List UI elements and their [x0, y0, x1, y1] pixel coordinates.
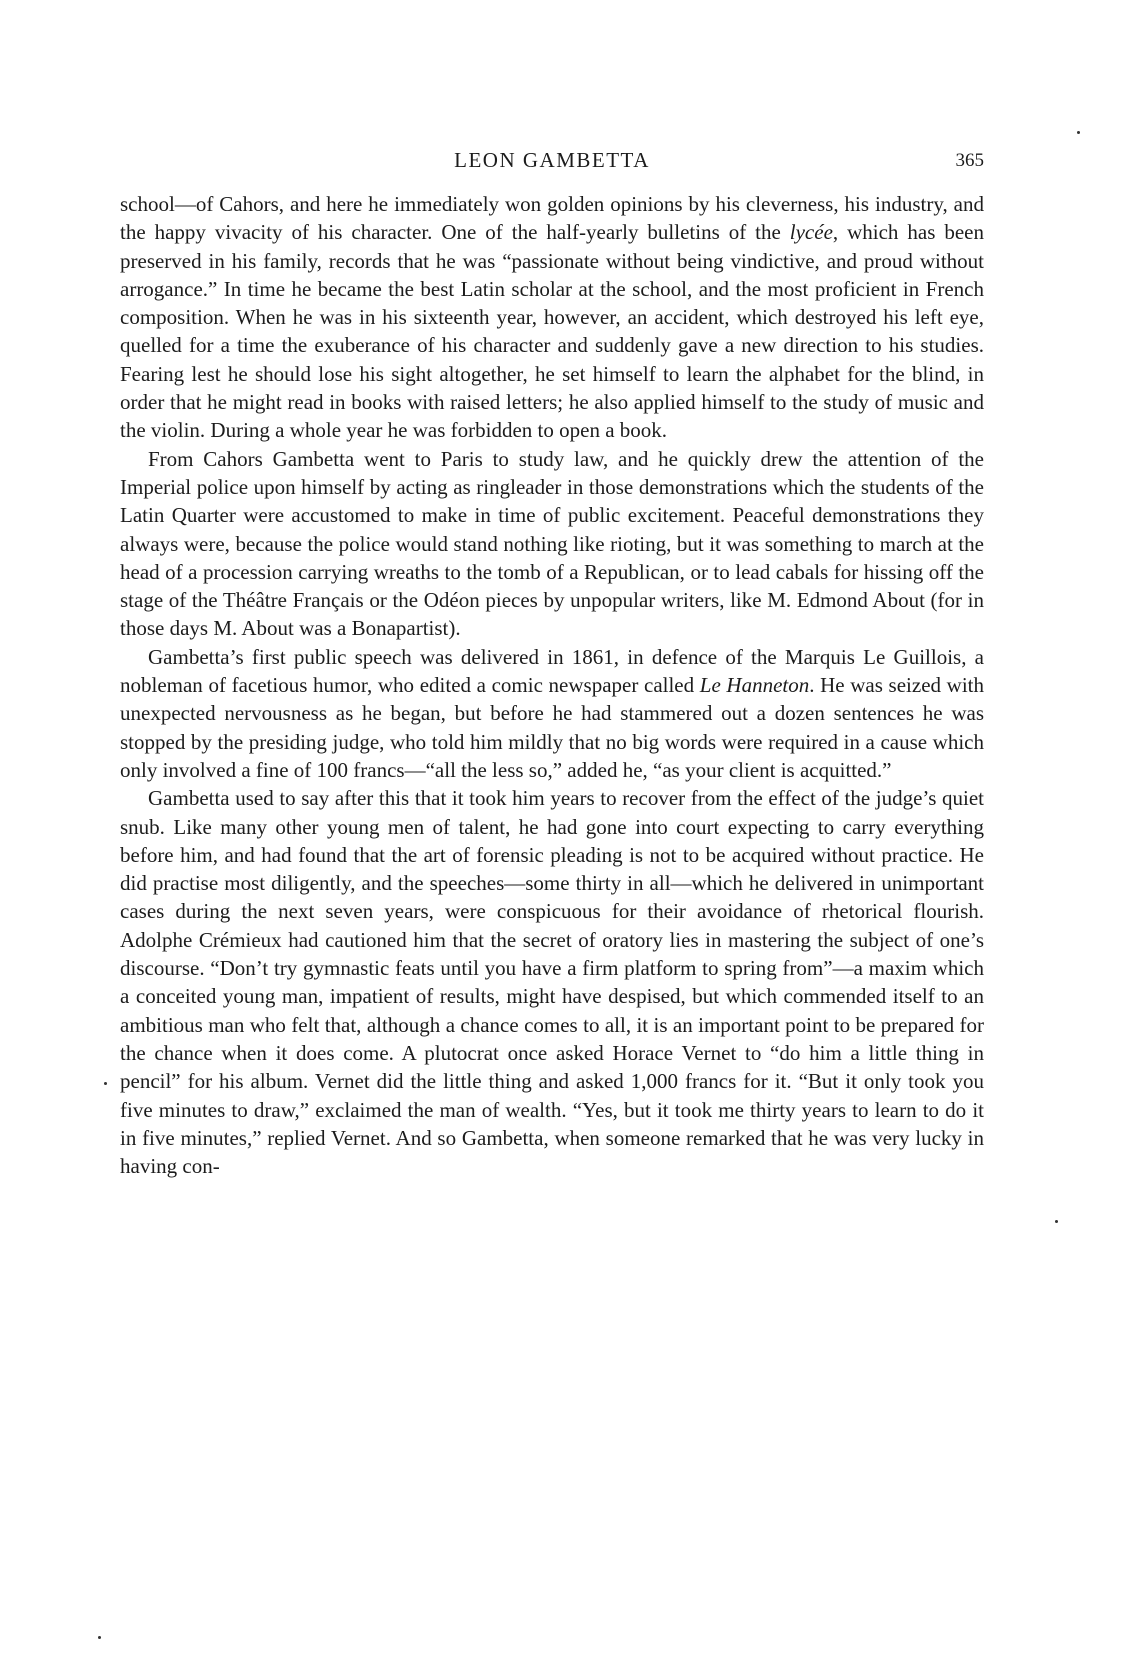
text-run: . He was seized with unexpected nervousness as he began, but before he had stammered out a dozen sentences he was stopped by the presiding judge, who told him mildly that no big words were required in a cause which only involved a fine of 100 francs—“all the less so,” added he, “as your client is acquitted.”: [120, 673, 984, 782]
scan-speck: [1077, 131, 1080, 134]
body-text: [120, 190, 984, 1180]
text-run: school—of Cahors, and here he immediately won golden opinions by his cleverness, his industry, and the happy vivacity of his character. One of the half-yearly bulletins of the: [120, 192, 984, 245]
scan-speck: [98, 1636, 101, 1639]
paragraph-3: [120, 643, 984, 784]
text-run: From Cahors Gambetta went to Paris to study law, and he quickly drew the attention of the Imperial police upon himself by acting as ringleader in those demonstrations which the students of the Latin Quarter were accustomed to make in time of public excitement. Peaceful demonstrations they always were, because the police would stand nothing like rioting, but it was something to march at the head of a procession carrying wreaths to the tomb of a Republican, or to lead cabals for hissing off the stage of the Théâtre Français or the Odéon pieces by unpopular writers, like M. Edmond About (for in those days M. About was a Bonapartist).: [120, 446, 984, 641]
italic-term-lycee: lycée: [789, 220, 833, 245]
italic-title-le-hanneton: Le Hanneton: [699, 673, 810, 698]
paragraph-1: [120, 190, 984, 445]
running-head: [120, 148, 984, 184]
text-run: Gambetta’s first public speech was delivered in 1861, in defence of the Marquis Le Guillois, a nobleman of facetious humor, who edited a comic newspaper called: [120, 644, 984, 698]
page-number: 365: [955, 150, 984, 171]
text-run: Gambetta used to say after this that it took him years to recover from the effect of the judge’s quiet snub. Like many other young men of talent, he had gone into court expecting to carry everything before him, and had found that the art of forensic pleading is not to be acquired without practice. He did practise most diligently, and the speeches—some thirty in all—which he delivered in unimportant cases during the next seven years, were conspicuous for their avoidance of rhetorical flourish. Adolphe Crémieux had cautioned him that the secret of oratory lies in mastering the subject of one’s discourse. “Don’t try gymnastic feats until you have a firm platform to spring from”—a maxim which a conceited young man, impatient of results, might have despised, but which commended itself to an ambitious man who felt that, although a chance comes to all, it is an important point to be prepared for the chance when it does come. A plutocrat once asked Horace Vernet to “do him a little thing in pencil” for his album. Vernet did the little thing and asked 1,000 francs for it. “But it only took you five minutes to draw,” exclaimed the man of wealth. “Yes, but it took me thirty years to learn to do it in five minutes,” replied Vernet. And so Gambetta, when someone remarked that he was very lucky in having con-: [120, 786, 984, 1179]
scan-speck: [104, 1082, 107, 1085]
paragraph-4: [120, 784, 984, 1180]
text-run: , which has been preserved in his family, records that he was “passionate without being vindictive, and proud without arrogance.” In time he became the best Latin scholar at the school, and the most proficient in French composition. When he was in his sixteenth year, however, an accident, which destroyed his left eye, quelled for a time the exuberance of his character and suddenly gave a new direction to his studies. Fearing lest he should lose his sight altogether, he set himself to learn the alphabet for the blind, in order that he might read in books with raised letters; he also applied himself to the study of music and the violin. During a whole year he was forbidden to open a book.: [120, 220, 984, 443]
running-title: LEON GAMBETTA: [454, 148, 650, 172]
book-page: [120, 148, 984, 1180]
scan-speck: [1055, 1220, 1058, 1223]
paragraph-2: [120, 445, 984, 643]
